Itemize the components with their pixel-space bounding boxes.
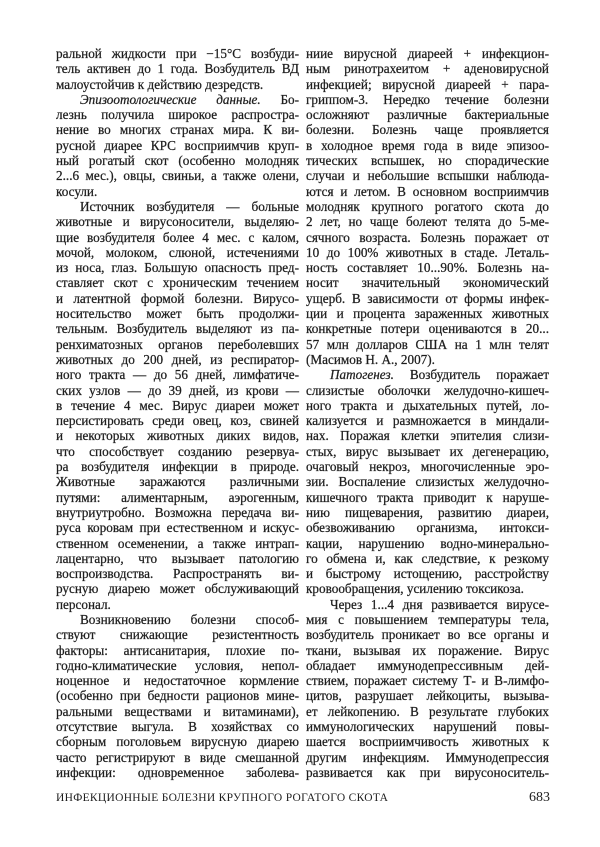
text-line	[56, 597, 299, 612]
text-line	[56, 444, 299, 459]
line-text: развивается как при вирусоноситель-	[306, 764, 549, 780]
text-line	[306, 505, 549, 520]
text-line	[56, 536, 299, 551]
text-line	[306, 750, 549, 765]
line-text: цитов, разрушает лейкоциты, вызыва-	[306, 688, 549, 704]
line-text: кализуется и размножается в миндали-	[306, 413, 549, 429]
text-line	[56, 643, 299, 658]
text-line	[56, 383, 299, 398]
text-line	[56, 734, 299, 749]
text-line	[306, 168, 549, 183]
line-text: (Масимов Н. А., 2007).	[306, 351, 435, 367]
line-text: нах. Поражая клетки эпителия слизи-	[306, 428, 549, 444]
line-text: путями: алиментарным, аэрогенным,	[56, 489, 299, 505]
line-text: щие возбудителя более 4 мес. с калом,	[56, 229, 299, 245]
text-line	[306, 383, 549, 398]
line-text: часто регистрируют в виде смешанной	[56, 749, 299, 765]
line-text: осложняют различные бактериальные	[306, 107, 549, 123]
line-text: (особенно при бедности рационов мине-	[56, 688, 299, 704]
line-text: сборным поголовьем вирусную диарею	[56, 734, 299, 750]
text-line	[306, 245, 549, 260]
line-text: годно-климатические условия, непол-	[56, 657, 299, 673]
line-text: что способствует созданию резервуа-	[56, 443, 299, 459]
line-text: гриппом-3. Нередко течение болезни	[306, 91, 549, 107]
text-line	[56, 704, 299, 719]
text-line	[306, 107, 549, 122]
line-text: ствием, поражает систему Т- и В-лимфо-	[306, 673, 549, 689]
text-line	[56, 750, 299, 765]
text-line	[306, 199, 549, 214]
line-text: руса коровам при естественном и искус-	[56, 520, 299, 536]
line-text: ущерб. В зависимости от формы инфек-	[306, 290, 549, 306]
line-text: зии. Воспаление слизистых желудочно-	[306, 474, 549, 490]
text-line	[306, 520, 549, 535]
text-line	[306, 704, 549, 719]
line-text: ставляет скот с хроническим течением	[56, 275, 299, 291]
text-line	[56, 688, 299, 703]
text-line	[56, 673, 299, 688]
text-line	[306, 275, 549, 290]
line-text: русной диарее КРС восприимчив круп-	[56, 137, 299, 153]
text-line	[56, 719, 299, 734]
line-text: и некоторых животных диких видов,	[56, 428, 299, 444]
line-text: иммунологических нарушений повы-	[306, 719, 549, 735]
line-text: инфекцией; вирусной диареей + пара-	[306, 76, 549, 92]
line-text: случаи и небольшие вспышки наблюда-	[306, 168, 549, 184]
text-line	[306, 673, 549, 688]
text-line	[306, 444, 549, 459]
text-line	[306, 46, 549, 61]
text-line	[56, 61, 299, 76]
text-line	[306, 536, 549, 551]
line-text: Через 1...4 дня развивается вирусе-	[330, 596, 549, 612]
line-text: кровообращения, усилению токсикоза.	[306, 581, 524, 597]
text-line	[306, 719, 549, 734]
text-line	[56, 199, 299, 214]
text-line	[306, 581, 549, 596]
line-text: русную диарею может обслуживающий	[56, 581, 299, 597]
text-line	[56, 413, 299, 428]
text-line	[56, 459, 299, 474]
text-line	[306, 306, 549, 321]
text-line	[56, 92, 299, 107]
line-text: персистировать среди овец, коз, свиней	[56, 413, 299, 429]
text-line	[56, 291, 299, 306]
line-text: в холодное время года в виде эпизоо-	[306, 137, 549, 153]
text-line	[306, 734, 549, 749]
text-line	[56, 77, 299, 92]
line-text: обезвоживанию организма, интокси-	[306, 520, 549, 536]
text-line	[306, 138, 549, 153]
line-text: Источник возбудителя — больные	[80, 198, 299, 214]
line-text: ра возбудителя инфекции в природе.	[56, 459, 299, 475]
line-text: 10 до 100% животных в стаде. Леталь-	[306, 244, 549, 260]
line-text: ного тракта и дыхательных путей, ло-	[306, 397, 549, 413]
text-line	[306, 658, 549, 673]
line-text: нение во многих странах мира. К ви-	[56, 122, 299, 138]
text-line	[306, 627, 549, 642]
line-text: ным ринотрахеитом + аденовирусной	[306, 61, 549, 77]
line-text: Возникновению болезни способ-	[80, 611, 299, 627]
line-text: отсутствие выгула. В хозяйствах со	[56, 719, 299, 735]
line-text: инфекции: одновременное заболева-	[56, 764, 299, 780]
text-line	[56, 214, 299, 229]
line-text: слизистые оболочки желудочно-кишеч-	[306, 382, 549, 398]
line-text: кации, нарушению водно-минерально-	[306, 535, 549, 551]
text-line	[56, 551, 299, 566]
line-text: и быстрому истощению, расстройству	[306, 566, 549, 582]
line-text: внутриутробно. Возможна передача ви-	[56, 504, 299, 520]
line-text: го обмена и, как следствие, к резкому	[306, 550, 549, 566]
line-text: Животные заражаются различными	[56, 474, 299, 490]
line-text: и латентной формой болезни. Вирусо-	[56, 290, 299, 306]
text-line	[56, 490, 299, 505]
text-line	[306, 61, 549, 76]
text-line	[306, 566, 549, 581]
line-text: тель активен до 1 года. Возбудитель ВД	[56, 61, 299, 77]
line-text: животных до 200 дней, из респиратор-	[56, 351, 299, 367]
text-line	[306, 688, 549, 703]
text-line	[306, 643, 549, 658]
text-line	[306, 352, 549, 367]
text-line	[56, 321, 299, 336]
text-line	[56, 122, 299, 137]
text-line	[56, 306, 299, 321]
line-text: шается восприимчивость животных к	[306, 734, 549, 750]
line-text: очаговый некроз, многочисленные эро-	[306, 459, 549, 475]
line-text: 57 млн долларов США на 1 млн телят	[306, 336, 549, 352]
italic-heading: Эпизоотологические данные.	[80, 91, 261, 107]
line-text: ноценное и недостаточное кормление	[56, 673, 299, 689]
line-text: носительство может быть продолжи-	[56, 306, 299, 322]
line-text: персонал.	[56, 596, 111, 612]
text-line	[56, 612, 299, 627]
text-line	[306, 260, 549, 275]
line-text: ренхиматозных органов переболевших	[56, 336, 299, 352]
line-text: ции и процента зараженных животных	[306, 306, 549, 322]
line-text: стых, вирус вызывает их дегенерацию,	[306, 443, 549, 459]
line-text: ет лейкопению. В результате глубоких	[306, 703, 549, 719]
text-line	[306, 490, 549, 505]
line-text: конкретные потери оцениваются в 20...	[306, 321, 549, 337]
line-text: Бо-	[260, 91, 300, 107]
line-text: ткани, вызывая их поражение. Вирус	[306, 642, 549, 658]
text-line	[56, 428, 299, 443]
text-line	[56, 627, 299, 642]
text-line	[306, 153, 549, 168]
text-line	[306, 321, 549, 336]
line-text: косули.	[56, 183, 98, 199]
text-line	[56, 765, 299, 780]
line-text: 2...6 мес.), овцы, свиньи, а также олени,	[56, 168, 299, 184]
line-text: Возбудитель поражает	[393, 367, 549, 383]
line-text: ного тракта — до 56 дней, лимфатиче-	[56, 367, 299, 383]
text-line	[306, 367, 549, 382]
line-text: малоустойчив к действию дезредств.	[56, 76, 264, 92]
line-text: воспроизводства. Распространять ви-	[56, 566, 299, 582]
line-text: ность составляет 10...90%. Болезнь на-	[306, 260, 549, 276]
text-line	[306, 230, 549, 245]
text-line	[56, 230, 299, 245]
line-text: 2 лет, но чаще болеют телята до 5-ме-	[306, 214, 549, 230]
text-line	[306, 398, 549, 413]
text-line	[306, 474, 549, 489]
text-line	[56, 46, 299, 61]
text-line	[56, 658, 299, 673]
text-line	[306, 413, 549, 428]
text-line	[306, 122, 549, 137]
line-text: ются и летом. В основном восприимчив	[306, 183, 549, 199]
text-line	[56, 168, 299, 183]
line-text: ственном осеменении, а также интрап-	[56, 535, 299, 551]
line-text: возбудитель проникает во все органы и	[306, 627, 549, 643]
text-line	[306, 765, 549, 780]
line-text: ствуют снижающие резистентность	[56, 627, 299, 643]
text-line	[306, 597, 549, 612]
text-line	[306, 77, 549, 92]
text-line	[56, 260, 299, 275]
text-line	[56, 153, 299, 168]
text-line	[306, 459, 549, 474]
line-text: мия с повышением температуры тела,	[306, 611, 549, 627]
text-line	[56, 505, 299, 520]
text-line	[56, 398, 299, 413]
text-line	[306, 612, 549, 627]
text-line	[56, 352, 299, 367]
text-line	[56, 184, 299, 199]
left-text-column	[56, 46, 299, 780]
line-text: сячного возраста. Болезнь поражает от	[306, 229, 549, 245]
running-footer-title: ИНФЕКЦИОННЫЕ БОЛЕЗНИ КРУПНОГО РОГАТОГО СКОТА	[56, 792, 389, 804]
text-line	[56, 245, 299, 260]
line-text: из носа, глаз. Большую опасность пред-	[56, 260, 299, 276]
line-text: в течение 4 мес. Вирус диареи может	[56, 397, 299, 413]
line-text: мочой, молоком, слюной, истечениями	[56, 244, 299, 260]
text-line	[56, 367, 299, 382]
line-text: тельным. Возбудитель выделяют из па-	[56, 321, 299, 337]
line-text: факторы: антисанитария, плохие по-	[56, 642, 299, 658]
line-text: другим инфекциям. Иммунодепрессия	[306, 749, 549, 765]
line-text: обладает иммунодепрессивным дей-	[306, 657, 549, 673]
line-text: кишечного тракта приводит к наруше-	[306, 489, 549, 505]
italic-heading: Патогенез.	[330, 367, 394, 383]
text-line	[56, 520, 299, 535]
text-line	[56, 581, 299, 596]
page-number: 683	[529, 790, 550, 805]
text-line	[306, 92, 549, 107]
line-text: ниие вирусной диареей + инфекцион-	[306, 46, 549, 61]
line-text: болезни. Болезнь чаще проявляется	[306, 122, 549, 138]
line-text: молодняк крупного рогатого скота до	[306, 198, 549, 214]
text-line	[56, 566, 299, 581]
text-line	[56, 107, 299, 122]
right-text-column	[306, 46, 549, 780]
text-line	[306, 337, 549, 352]
text-line	[56, 275, 299, 290]
text-line	[306, 291, 549, 306]
line-text: носит значительный экономический	[306, 275, 549, 291]
line-text: ских узлов — до 39 дней, из крови —	[56, 382, 299, 398]
text-line	[306, 184, 549, 199]
line-text: нию пищеварения, развитию диареи,	[306, 504, 549, 520]
text-line	[56, 474, 299, 489]
line-text: ный рогатый скот (особенно молодняк	[56, 153, 299, 169]
line-text: ральными веществами и витаминами),	[56, 703, 299, 719]
text-line	[56, 337, 299, 352]
line-text: лацентарно, что вызывает патологию	[56, 550, 299, 566]
text-line	[306, 428, 549, 443]
line-text: тических вспышек, но спорадические	[306, 153, 549, 169]
line-text: ральной жидкости при −15°С возбуди-	[56, 46, 299, 61]
line-text: лезнь получила широкое распростра-	[56, 107, 299, 123]
line-text: животные и вирусоносители, выделяю-	[56, 214, 299, 230]
text-line	[306, 214, 549, 229]
text-line	[56, 138, 299, 153]
text-line	[306, 551, 549, 566]
